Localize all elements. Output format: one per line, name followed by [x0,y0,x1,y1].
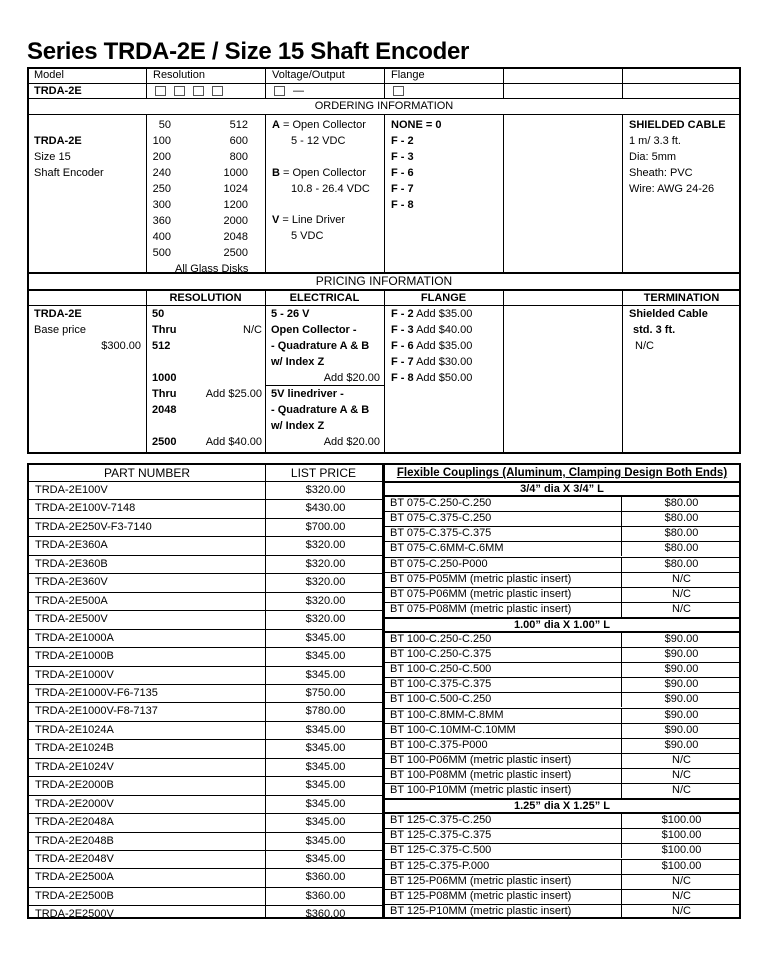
ordering-title-bar [29,99,739,115]
coupling-part: BT 100-C.250-C.375 [390,648,492,661]
checkbox[interactable] [212,86,223,96]
flange-option: F - 2 [391,135,414,147]
table-row [29,776,382,794]
table-row [29,739,382,757]
coupling-price: N/C [672,602,691,615]
res-price: Add $40.00 [205,436,262,448]
col-divider [146,290,147,452]
pricing-flange-item: F - 6 Add $35.00 [391,340,473,352]
model-value: TRDA-2E [34,85,82,97]
resolution-value: 600 [229,135,248,147]
table-row [385,557,739,572]
coupling-part: BT 075-P08MM (metric plastic insert) [390,602,572,615]
resolution-value: 2000 [223,215,248,227]
col-divider [622,290,623,452]
resolution-value: 512 [229,119,248,131]
coupling-price: N/C [672,572,691,585]
coupling-price: N/C [672,784,691,796]
coupling-part: BT 075-C.6MM-C.6MM [390,542,504,555]
table-row [385,511,739,526]
coupling-part: BT 100-C.250-C.500 [390,663,492,676]
header-voltage: Voltage/Output [272,69,345,81]
list-price: $345.00 [305,760,346,773]
coupling-part: BT 075-C.250-P000 [390,557,488,570]
list-price: $700.00 [305,520,346,533]
coupling-part: BT 075-C.375-C.250 [390,512,492,525]
table-row [29,610,382,628]
res-price: Add $25.00 [205,388,262,400]
table-row [29,832,382,850]
table-row [385,662,739,677]
table-row [29,518,382,536]
coupling-part: BT 100-P08MM (metric plastic insert) [390,768,572,781]
elec-item: - Quadrature A & B [271,340,370,352]
pricing-col-electrical: ELECTRICAL [289,292,360,304]
table-row [29,702,382,720]
col-divider [503,290,504,452]
pricing-col-termination: TERMINATION [643,292,720,304]
coupling-price: $100.00 [661,814,702,827]
resolution-value: 500 [152,247,171,259]
checkbox[interactable] [393,86,404,96]
part-number: TRDA-2E250V-F3-7140 [35,520,152,533]
coupling-part: BT 100-P10MM (metric plastic insert) [390,784,572,796]
flange-checkbox-group[interactable] [393,83,412,99]
coupling-price: $90.00 [664,693,699,706]
table-row [29,647,382,665]
list-price: $780.00 [305,705,346,718]
part-number: TRDA-2E360V [35,576,108,589]
ordering-title: ORDERING INFORMATION [314,100,454,112]
header-model: Model [34,69,64,81]
table-row [29,758,382,776]
table-row [385,632,739,647]
coupling-price: N/C [672,904,691,917]
table-row [385,677,739,692]
elec-item: Open Collector - [271,324,357,336]
coupling-part: BT 075-C.375-C.375 [390,527,492,540]
pricing-flange-item: F - 7 Add $30.00 [391,356,473,368]
table-row [385,723,739,738]
resolution-value: 1200 [223,199,248,211]
resolution-note: All Glass Disks [175,263,249,275]
table-row [29,887,382,905]
table-row [29,666,382,684]
checkbox[interactable] [274,86,285,96]
coupling-price: N/C [672,874,691,887]
table-row [29,629,382,647]
cable-spec: 1 m/ 3.3 ft. [629,135,681,147]
term-item: N/C [635,340,654,352]
part-number: TRDA-2E500V [35,613,108,626]
part-number: TRDA-2E1024B [35,742,114,755]
list-price: $345.00 [305,797,346,810]
flange-option: F - 6 [391,167,414,179]
flange-option: F - 3 [391,151,414,163]
part-number: TRDA-2E2500B [35,889,114,902]
coupling-price: $90.00 [664,708,699,721]
flange-option: NONE = 0 [391,119,442,131]
cable-spec: Wire: AWG 24-26 [629,183,715,195]
pricing-model: TRDA-2E [34,308,82,320]
couplings-title: Flexible Couplings (Aluminum, Clamping Design Both Ends) [396,467,728,479]
coupling-part: BT 125-C.375-P.000 [390,859,490,872]
coupling-price: $80.00 [664,542,699,555]
coupling-group-heading: 3/4” dia X 3/4” L [385,481,739,496]
list-price: $320.00 [305,576,346,589]
list-price: $345.00 [305,834,346,847]
coupling-part: BT 075-P06MM (metric plastic insert) [390,587,572,600]
part-number: TRDA-2E2000B [35,779,114,792]
table-row [29,905,382,923]
part-number: TRDA-2E2048V [35,853,114,865]
part-number: TRDA-2E2048B [35,834,114,847]
flange-option: F - 8 [391,199,414,211]
table-row [29,499,382,517]
table-row [385,708,739,723]
col-part-number: PART NUMBER [103,466,190,480]
table-row [385,647,739,662]
header-flange: Flange [391,69,425,81]
resolution-value: 240 [152,167,171,179]
list-price: $750.00 [305,686,346,699]
part-number: TRDA-2E1000V [35,668,114,681]
part-number-table [27,463,384,919]
table-row [29,555,382,573]
part-number: TRDA-2E100V-7148 [35,502,136,515]
term-item: Shielded Cable [629,308,708,320]
list-price: $320.00 [305,613,346,626]
ordering-size: Size 15 [34,151,71,163]
page-title: Series TRDA-2E / Size 15 Shaft Encoder [27,38,470,65]
coupling-group-heading: 1.00” dia X 1.00” L [385,617,739,632]
table-row [29,850,382,868]
list-price: $360.00 [305,889,346,902]
part-number: TRDA-2E2048A [35,816,114,829]
elec-item: w/ Index Z [271,356,325,368]
cable-spec: Sheath: PVC [629,167,693,179]
part-number: TRDA-2E1024V [35,760,114,773]
part-number: TRDA-2E360B [35,557,108,570]
coupling-price: $100.00 [661,844,702,857]
part-number: TRDA-2E100V [35,484,108,496]
table-row [29,684,382,702]
coupling-part: BT 100-C.500-C.250 [390,693,492,706]
res-item: Thru [152,388,177,400]
resolution-value: 200 [152,151,171,163]
coupling-price: $100.00 [661,859,702,872]
part-number: TRDA-2E1000B [35,650,114,663]
table-row [385,572,739,587]
coupling-part: BT 100-C.375-C.375 [390,678,492,691]
coupling-part: BT 075-P05MM (metric plastic insert) [390,572,572,585]
res-item: Thru [152,324,177,336]
resolution-value: 2048 [223,231,248,243]
res-item: 2048 [152,404,177,416]
voltage-checkbox-group[interactable] [274,83,304,99]
res-item: 50 [152,308,165,320]
table-row [29,795,382,813]
part-number: TRDA-2E1024A [35,723,114,736]
part-number: TRDA-2E2500V [35,908,114,921]
list-price: $345.00 [305,631,346,644]
coupling-part: BT 100-C.8MM-C.8MM [390,708,504,721]
coupling-price: $90.00 [664,738,699,751]
coupling-price: $90.00 [664,723,699,736]
list-price: $345.00 [305,650,346,663]
table-row [385,692,739,707]
pricing-flange-item: F - 3 Add $40.00 [391,324,473,336]
col-list-price: LIST PRICE [290,466,357,480]
table-row [29,721,382,739]
elec-item: - Quadrature A & B [271,404,370,416]
table-row [385,783,739,798]
list-price: $345.00 [305,742,346,755]
coupling-price: $80.00 [664,557,699,570]
coupling-part: BT 125-P06MM (metric plastic insert) [390,874,572,887]
list-price: $360.00 [305,908,346,921]
checkbox[interactable] [193,86,204,96]
part-number: TRDA-2E1000V-F8-7137 [35,705,158,718]
table-row [385,768,739,783]
table-row [385,874,739,889]
part-number: TRDA-2E2500A [35,871,114,884]
cable-spec: Dia: 5mm [629,151,677,163]
res-item: 512 [152,340,171,352]
checkbox[interactable] [174,86,185,96]
part-number: TRDA-2E1000A [35,631,114,644]
part-number: TRDA-2E360A [35,539,108,552]
elec-item: 5 - 26 V [271,308,310,320]
header-resolution: Resolution [153,69,205,81]
list-price: $320.00 [305,539,346,552]
list-price: $345.00 [305,779,346,792]
cable-title: SHIELDED CABLE [629,119,726,131]
elec-price: Add $20.00 [323,436,380,448]
table-row [385,828,739,843]
coupling-price: $80.00 [664,512,699,525]
table-row [29,536,382,554]
coupling-price: $100.00 [661,829,702,842]
voltage-option: 5 - 12 VDC [291,135,346,147]
pricing-flange-item: F - 2 Add $35.00 [391,308,473,320]
resolution-value: 400 [152,231,171,243]
table-row [385,496,739,511]
ordering-model: TRDA-2E [34,135,82,147]
list-price: $345.00 [305,723,346,736]
res-item: 1000 [152,372,177,384]
pricing-flange-item: F - 8 Add $50.00 [391,372,473,384]
resolution-value: 360 [152,215,171,227]
coupling-price: $90.00 [664,663,699,676]
list-price: $345.00 [305,668,346,681]
resolution-value: 100 [152,135,171,147]
flange-option: F - 7 [391,183,414,195]
list-price: $320.00 [305,594,346,607]
table-row [385,541,739,556]
coupling-group-heading: 1.25” dia X 1.25” L [385,798,739,813]
col-divider [384,290,385,452]
voltage-option: 10.8 - 26.4 VDC [291,183,370,195]
list-price: $345.00 [305,816,346,829]
table-row [385,587,739,602]
table-row [29,813,382,831]
coupling-part: BT 100-C.10MM-C.10MM [390,723,516,736]
resolution-value: 50 [158,119,171,131]
table-row [385,738,739,753]
table-row [385,843,739,858]
ordering-box [27,67,741,274]
res-price: N/C [243,324,262,336]
pricing-box [27,273,741,454]
coupling-part: BT 075-C.250-C.250 [390,497,492,510]
base-price-label: Base price [34,324,86,336]
list-price: $345.00 [305,853,346,865]
resolution-value: 800 [229,151,248,163]
table-row [29,868,382,886]
pricing-title: PRICING INFORMATION [315,274,453,288]
coupling-price: N/C [672,753,691,766]
coupling-part: BT 125-P10MM (metric plastic insert) [390,904,572,917]
coupling-part: BT 100-C.250-C.250 [390,633,492,645]
resolution-value: 300 [152,199,171,211]
ordering-desc: Shaft Encoder [34,167,104,179]
term-item: std. 3 ft. [633,324,676,336]
list-price: $320.00 [305,557,346,570]
coupling-price: $80.00 [664,497,699,510]
coupling-price: N/C [672,587,691,600]
table-row [385,904,739,919]
part-number: TRDA-2E1000V-F6-7135 [35,686,158,699]
table-row [29,573,382,591]
table-row [385,859,739,874]
part-number: TRDA-2E500A [35,594,108,607]
coupling-price: $90.00 [664,678,699,691]
table-row [29,592,382,610]
table-row [385,813,739,828]
coupling-part: BT 125-C.375-C.375 [390,829,492,842]
resolution-value: 2500 [223,247,248,259]
resolution-value: 1024 [223,183,248,195]
pricing-col-resolution: RESOLUTION [169,292,242,304]
list-price: $360.00 [305,871,346,884]
voltage-value: — [293,85,304,97]
table-row [385,889,739,904]
elec-item: 5V linedriver - [271,388,344,400]
elec-item: w/ Index Z [271,420,325,432]
table-row [385,526,739,541]
pricing-col-flange: FLANGE [420,292,467,304]
list-price: $430.00 [305,502,346,515]
coupling-part: BT 125-C.375-C.500 [390,844,492,857]
res-item: 2500 [152,436,177,448]
voltage-option: B = Open Collector [272,167,366,179]
voltage-option: V = Line Driver [272,214,346,226]
voltage-option: 5 VDC [291,230,324,242]
list-price: $320.00 [305,484,346,496]
elec-price: Add $20.00 [323,372,380,384]
checkbox[interactable] [155,86,166,96]
couplings-table [383,463,741,919]
resolution-checkboxes[interactable] [155,83,231,99]
row-divider [29,83,739,84]
table-row [29,481,382,499]
coupling-price: $80.00 [664,527,699,540]
resolution-value: 1000 [223,167,248,179]
resolution-value: 250 [152,183,171,195]
coupling-part: BT 125-C.375-C.250 [390,814,492,827]
coupling-price: $90.00 [664,633,699,645]
part-number: TRDA-2E2000V [35,797,114,810]
coupling-part: BT 125-P08MM (metric plastic insert) [390,889,572,902]
coupling-price: N/C [672,768,691,781]
table-row [385,753,739,768]
table-row [385,602,739,617]
base-price: $300.00 [101,340,141,352]
coupling-price: N/C [672,889,691,902]
coupling-part: BT 100-C.375-P000 [390,738,488,751]
coupling-price: $90.00 [664,648,699,661]
coupling-part: BT 100-P06MM (metric plastic insert) [390,753,572,766]
voltage-option: A = Open Collector [272,119,366,131]
